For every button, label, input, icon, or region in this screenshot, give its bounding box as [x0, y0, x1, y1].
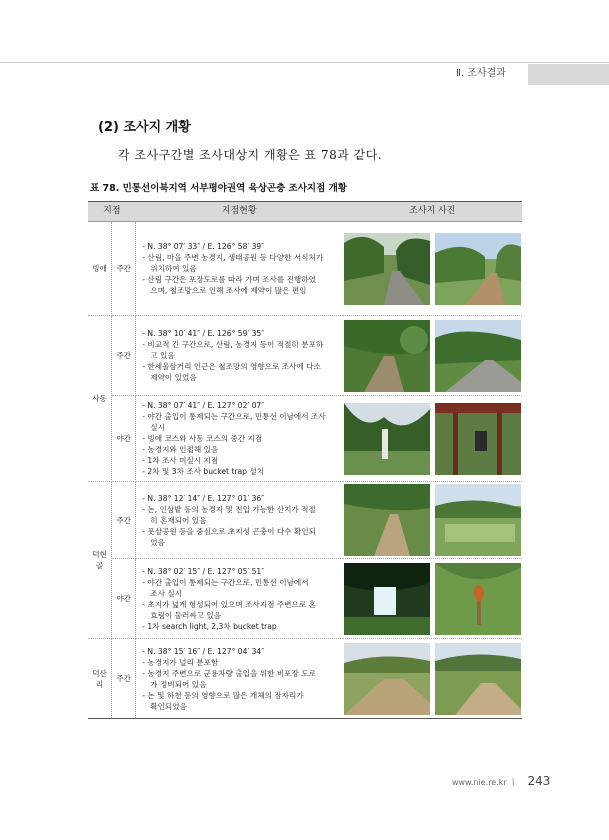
- description-line: - N. 38° 02′ 15″ / E. 127° 05′ 51″: [142, 566, 265, 576]
- site-photo: [435, 563, 521, 635]
- table-row: [88, 316, 522, 396]
- description-line: 효림이 둘러싸고 있음: [150, 610, 222, 620]
- site-photo: [435, 484, 521, 556]
- time-label: 주간: [112, 316, 136, 396]
- photo-cell: [343, 482, 522, 559]
- description-line: 조사 실시: [150, 588, 183, 598]
- photo-cell: [343, 559, 522, 639]
- description-line: - 산림, 마을 주변 농경지, 생태공원 등 다양한 서식처가: [142, 253, 324, 262]
- site-description: [136, 222, 343, 316]
- description-line: - 1차 search light, 2,3차 bucket trap: [142, 621, 277, 631]
- header-site: 지점: [88, 202, 136, 222]
- description-line: - 산림 구간은 포장도로를 따라 가며 조사를 진행하였: [142, 275, 316, 284]
- time-label: 야간: [112, 396, 136, 482]
- site-photo: [344, 563, 430, 635]
- page-footer: [452, 774, 550, 788]
- footer-divider: ㅣ: [509, 778, 517, 787]
- description-line: 으며, 철조망으로 인해 조사에 제약이 많은 편임: [150, 286, 307, 295]
- footer-url: www.nie.re.kr: [452, 778, 507, 787]
- table-row: [88, 639, 522, 719]
- description-line: - 논, 인삼밭 등의 농경지 및 진입 가능한 산지가 적절: [142, 504, 316, 514]
- time-label: 야간: [112, 559, 136, 639]
- description-line: - 2차 및 3차 조사 bucket trap 설치: [142, 467, 265, 476]
- time-label: 주간: [112, 482, 136, 559]
- site-name: 빙애: [88, 222, 112, 316]
- section-title: (2) 조사지 개황: [98, 120, 191, 135]
- description-line: - N. 38° 12′ 14″ / E. 127° 01′ 36″: [142, 493, 265, 503]
- site-photo: [435, 233, 521, 305]
- description-line: - 농경지와 인접해 있음: [142, 445, 219, 454]
- site-description: [136, 396, 343, 482]
- site-photo: [344, 484, 430, 556]
- time-label: 주간: [112, 639, 136, 719]
- site-name: 덕산리: [88, 639, 112, 719]
- description-line: - 한세울삼거리 인근은 철조망의 영향으로 조사에 다소: [142, 362, 321, 371]
- site-photo: [435, 643, 521, 715]
- table-row: [88, 222, 522, 316]
- site-description: [136, 639, 343, 719]
- site-description: [136, 559, 343, 639]
- site-photo: [344, 320, 430, 392]
- description-line: - 논 및 하천 등의 영향으로 많은 개체의 잠자리가: [142, 690, 304, 700]
- photo-cell: [343, 222, 522, 316]
- description-line: 확인되었음: [150, 701, 187, 711]
- photo-cell: [343, 396, 522, 482]
- site-photo: [344, 233, 430, 305]
- description-line: - 농경지가 널리 분포함: [142, 657, 219, 667]
- site-photo: [344, 403, 430, 475]
- description-line: 고 있음: [150, 351, 175, 360]
- description-line: 가 정비되어 있음: [150, 679, 207, 689]
- description-line: - 풋살공원 등을 중심으로 초지성 곤충이 다수 확인되: [142, 526, 316, 536]
- description-line: - 1차 조사 미실시 지점: [142, 456, 219, 465]
- photo-cell: [343, 639, 522, 719]
- description-line: - 초지가 넓게 형성되어 있으며 조사지점 주변으로 혼: [142, 599, 316, 609]
- table-row: [88, 482, 522, 559]
- description-line: - 야간 출입이 통제되는 구간으로, 민통선 이남에서 조사: [142, 412, 326, 421]
- table-header-row: [88, 202, 522, 222]
- page-number: 243: [527, 774, 551, 788]
- header-photo: 조사지 사진: [343, 202, 522, 222]
- time-label: 주간: [112, 222, 136, 316]
- site-description: [136, 482, 343, 559]
- description-line: - 빙애 코스와 사동 코스의 중간 지점: [142, 434, 263, 443]
- site-description: [136, 316, 343, 396]
- description-line: - N. 38° 10′ 41″ / E. 126° 59′ 35″: [142, 329, 265, 338]
- header-rule: [0, 62, 609, 63]
- table-row: [88, 396, 522, 482]
- description-line: - 비교적 긴 구간으로, 산림, 농경지 등이 적절히 분포하: [142, 340, 324, 349]
- photo-cell: [343, 316, 522, 396]
- table-row: [88, 559, 522, 639]
- site-name: 사동: [88, 316, 112, 482]
- table-caption: 표 78. 민통선이북지역 서부평야권역 육상곤충 조사지점 개황: [90, 183, 347, 194]
- description-line: 제약이 있었음: [150, 373, 197, 382]
- site-photo: [344, 643, 430, 715]
- survey-site-table: [88, 201, 522, 719]
- intro-text: 각 조사구간별 조사대상지 개황은 표 78과 같다.: [118, 148, 383, 162]
- header-desc: 지점현황: [136, 202, 343, 222]
- description-line: 히 혼재되어 있음: [150, 515, 207, 525]
- description-line: 었음: [150, 537, 165, 547]
- description-line: 실시: [150, 423, 165, 432]
- site-photo: [435, 320, 521, 392]
- chapter-tab: [528, 64, 609, 85]
- site-name: 덕현골: [88, 482, 112, 639]
- description-line: - 농경지 주변으로 군용차량 출입을 위한 비포장 도로: [142, 668, 316, 678]
- description-line: - N. 38° 15′ 16″ / E. 127° 04′ 34″: [142, 646, 265, 656]
- description-line: - N. 38° 07′ 41″ / E. 127° 02′ 07″: [142, 401, 265, 410]
- site-photo: [435, 403, 521, 475]
- description-line: - 야간 출입이 통제되는 구간으로, 민통선 이남에서: [142, 577, 309, 587]
- chapter-label: Ⅱ. 조사결과: [456, 68, 506, 79]
- description-line: 위치하여 있음: [150, 264, 197, 273]
- description-line: - N. 38° 07′ 33″ / E. 126° 58′ 39″: [142, 242, 265, 251]
